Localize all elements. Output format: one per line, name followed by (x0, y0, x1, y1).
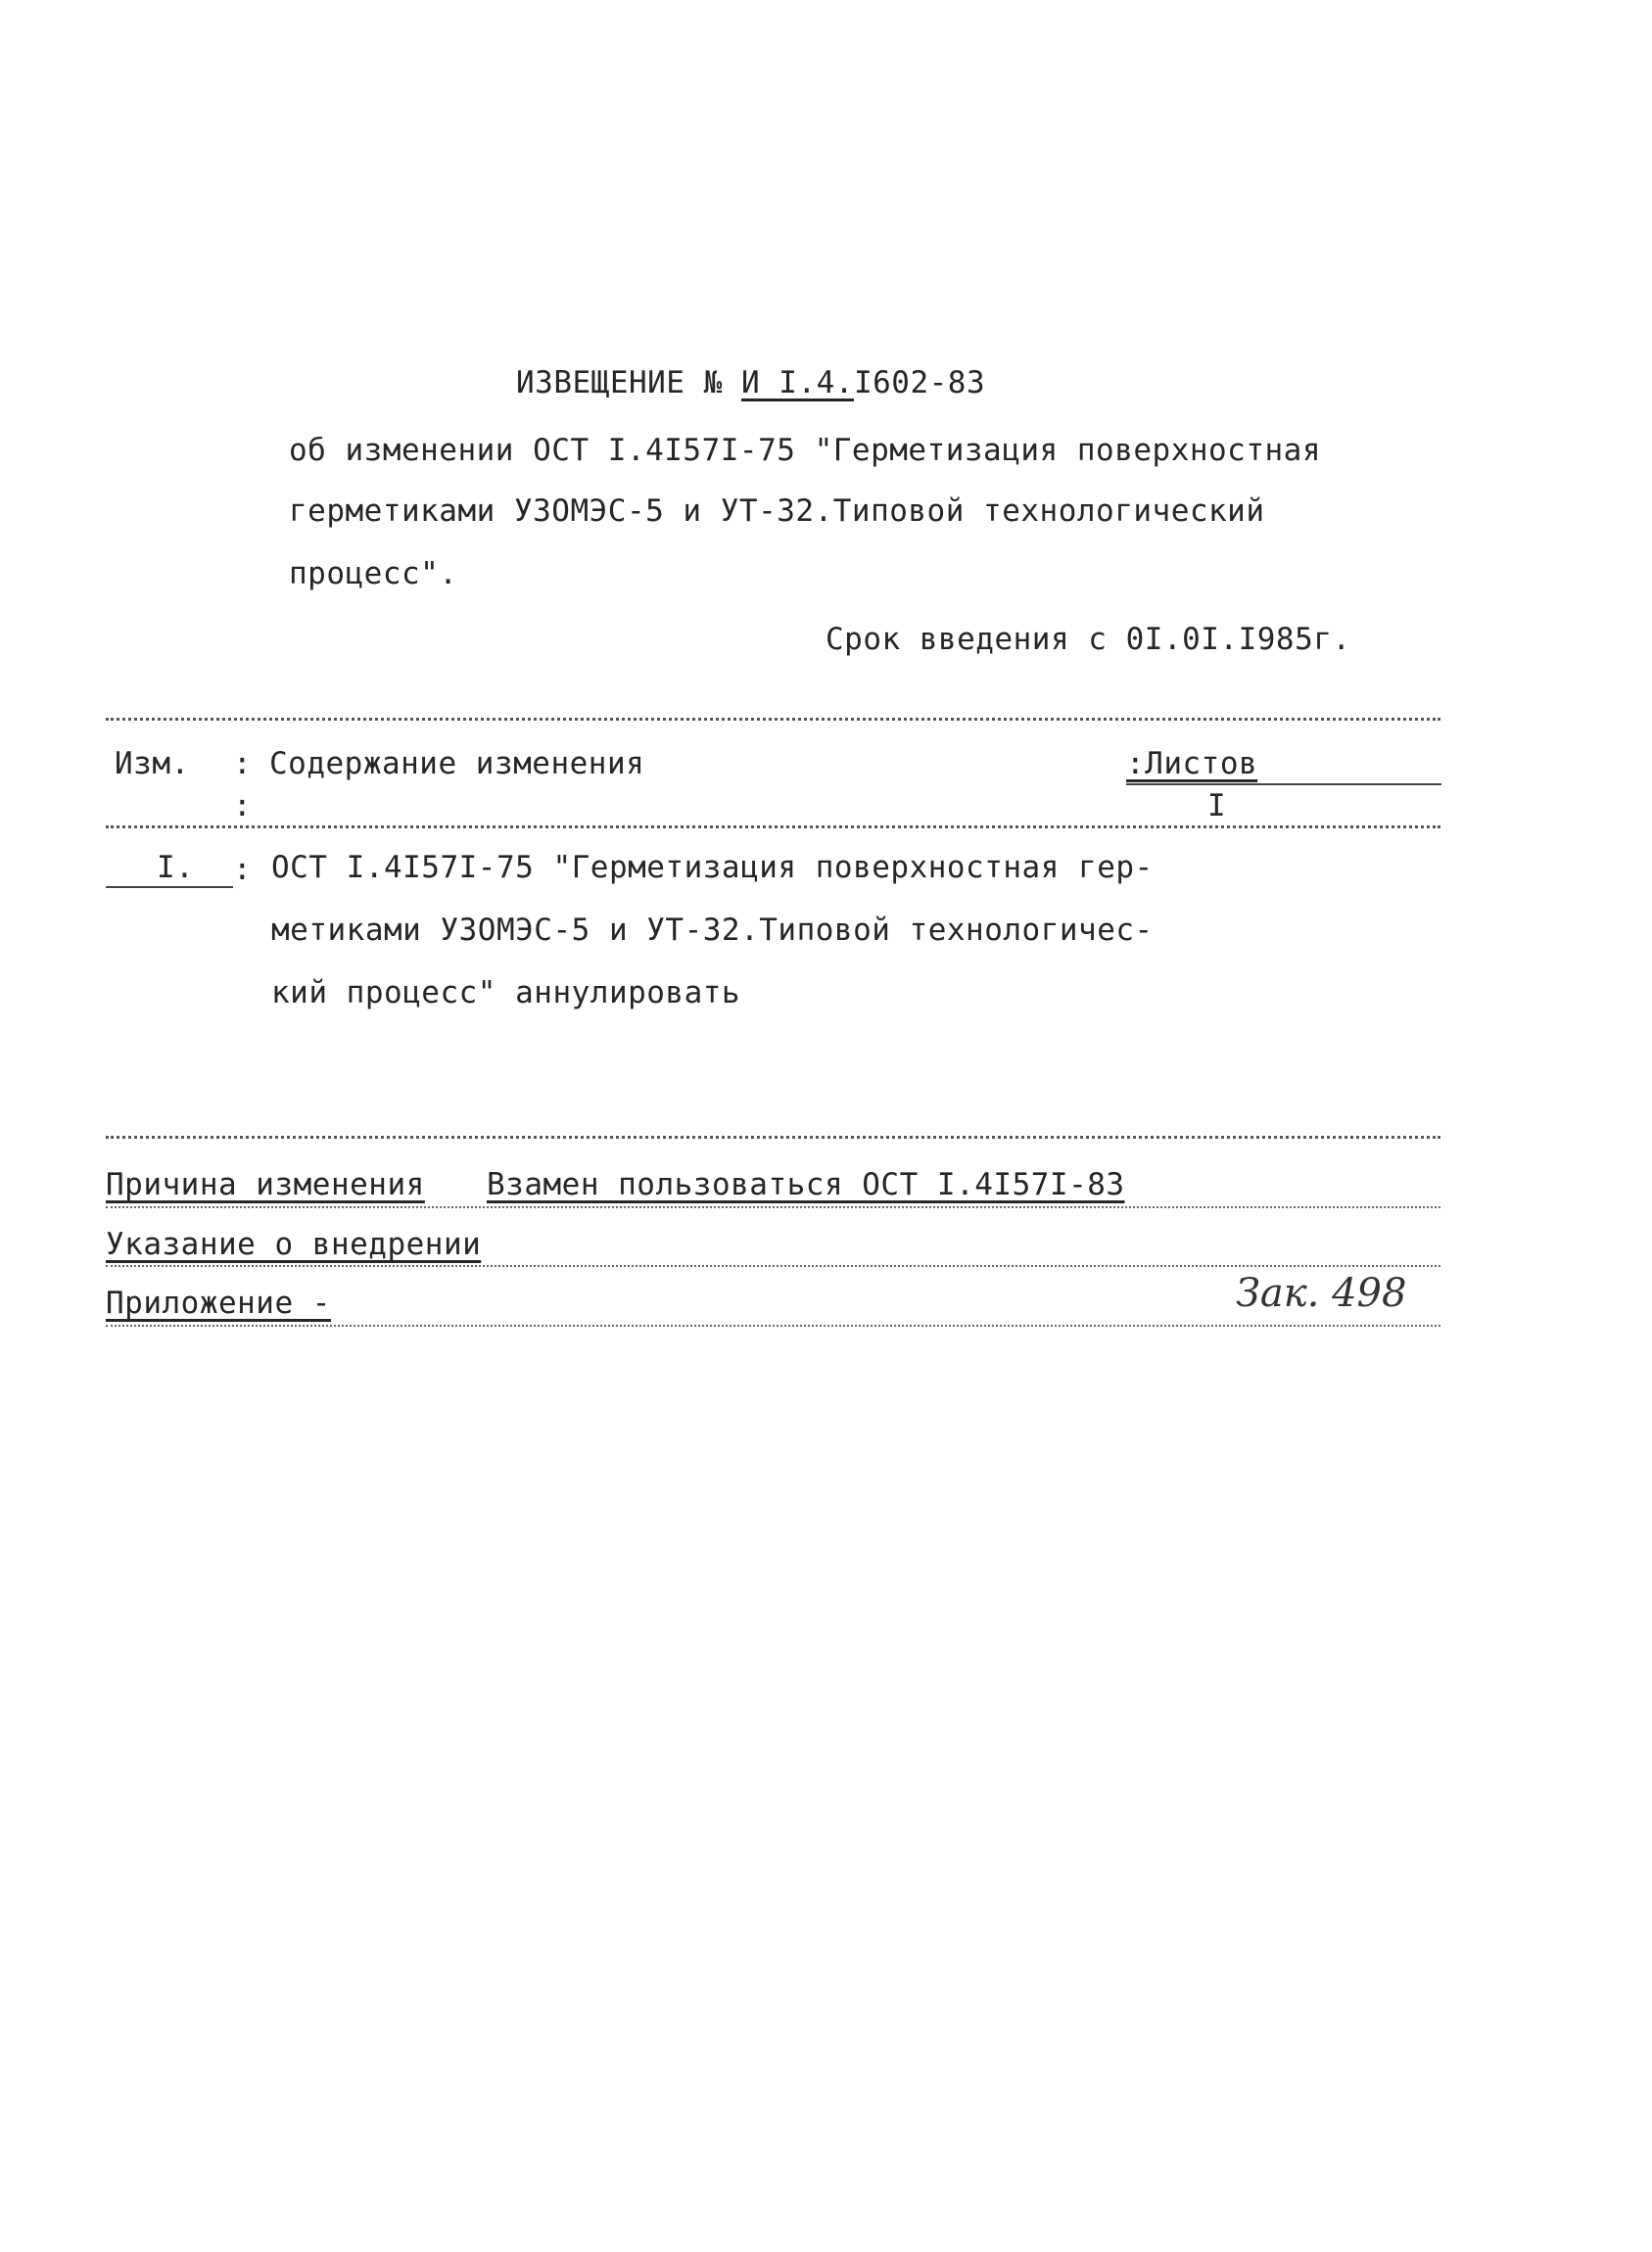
appendix-label: Приложение - (106, 1286, 331, 1321)
row-line-3: кий процесс" аннулировать (271, 975, 741, 1010)
notice-title (516, 365, 985, 400)
table-bottom-rule (106, 1136, 1440, 1139)
row-number-underline (106, 886, 233, 888)
col-content-header: Содержание изменения (269, 746, 645, 781)
header-separator-2: : (233, 788, 253, 823)
row-number: I. (157, 850, 195, 885)
reason-value: Взамен пользоваться ОСТ I.4I57I-83 (487, 1167, 1125, 1202)
row-line-2: метиками УЗОМЭС-5 и УТ-32.Типовой технологичес- (271, 913, 1154, 948)
sheets-value: I (1207, 788, 1227, 823)
col-sheets-header: :Листов (1126, 746, 1258, 781)
notice-number-rest: I602-83 (853, 365, 986, 400)
subject-line-3: процесс". (289, 556, 458, 591)
appendix-rule (106, 1325, 1440, 1327)
col-change-header: Изм. (115, 746, 190, 781)
header-separator: : (233, 746, 253, 781)
notice-number-underlined: И I.4. (740, 365, 854, 400)
reason-rule (106, 1206, 1440, 1208)
subject-line-1: об изменении ОСТ I.4I57I-75 "Герметизация поверхностная (289, 433, 1321, 468)
effective-date: Срок введения с 0I.0I.I985г. (826, 622, 1351, 657)
table-header-rule (106, 825, 1440, 828)
row-separator: : (233, 852, 253, 887)
implementation-rule (106, 1265, 1440, 1267)
reason-label: Причина изменения (106, 1167, 425, 1202)
table-top-rule (106, 718, 1440, 721)
implementation-label: Указание о внедрении (106, 1227, 482, 1262)
row-line-1: ОСТ I.4I57I-75 "Герметизация поверхностная гер- (271, 850, 1154, 885)
col-sheets-header-rule (1126, 783, 1441, 785)
subject-line-2: герметиками УЗОМЭС-5 и УТ-32.Типовой технологический (289, 493, 1265, 529)
handwritten-order-number: Зак. 498 (1236, 1271, 1407, 1316)
notice-prefix: ИЗВЕЩЕНИЕ № (516, 365, 723, 400)
